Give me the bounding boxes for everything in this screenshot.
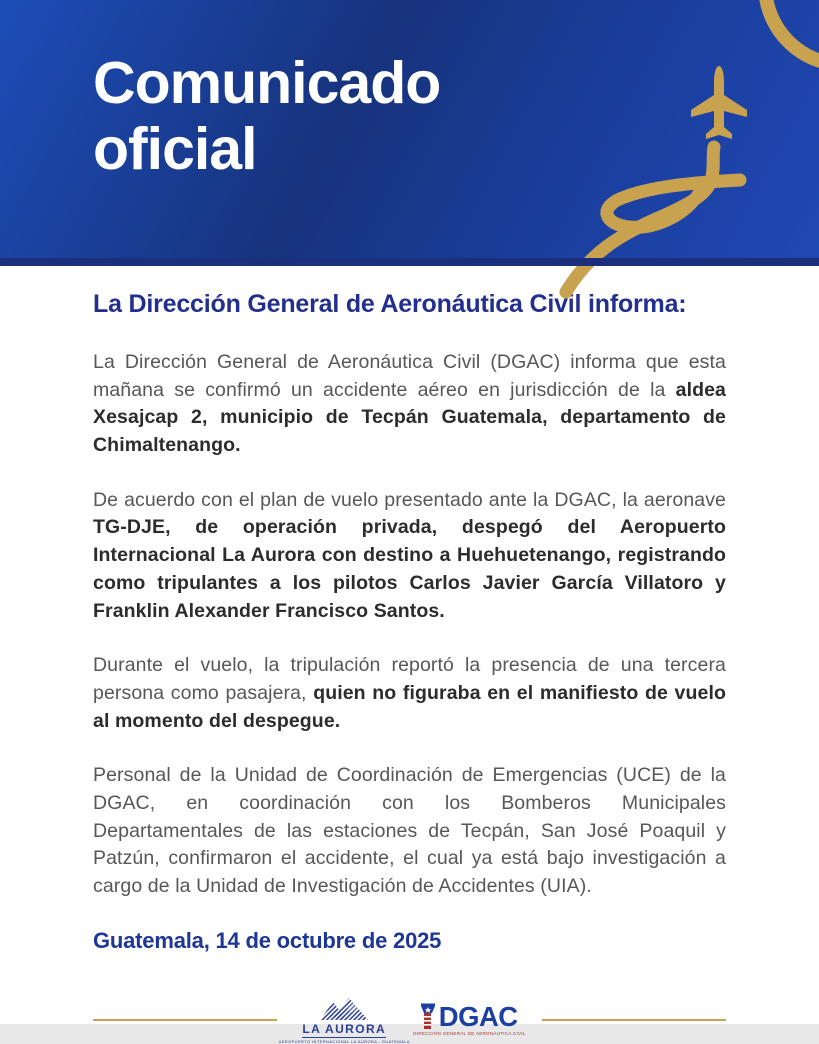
body-content (0, 290, 819, 954)
loop-path (607, 180, 740, 227)
dgac-wordmark: DGAC (439, 1001, 518, 1033)
control-tower-icon (420, 1003, 436, 1029)
dgac-logo (413, 1003, 526, 1036)
la-aurora-logo (278, 996, 410, 1044)
flight-tail-path (566, 147, 714, 292)
date-line: Guatemala, 14 de octubre de 2025 (93, 927, 442, 953)
body-paragraphs (93, 349, 726, 901)
la-aurora-wordmark: LA AURORA (302, 1021, 387, 1036)
title-line-1: Comunicado (93, 50, 441, 116)
ring-decoration (765, 0, 819, 65)
header-bottom-band (0, 258, 819, 266)
paragraph: La Dirección General de Aeronáutica Civil (DGAC) informa que esta mañana se confirmó un accidente aéreo en jurisdicción de la aldea Xesajcap 2, municipio de Tecpán Guatemala, departamento de Chimaltenango. (93, 351, 726, 457)
dgac-tagline: DIRECCIÓN GENERAL DE AERONÁUTICA CIVIL (413, 1030, 526, 1036)
page-title (93, 50, 440, 182)
header-banner (0, 0, 819, 266)
footer-rule-left (93, 1019, 277, 1021)
paragraph: Durante el vuelo, la tripulación reportó la presencia de una tercera persona como pasajera, quien no figuraba en el manifiesto de vuelo al momento del despegue. (93, 654, 726, 732)
section-heading: La Dirección General de Aeronáutica Civil informa: (93, 290, 687, 318)
airplane-icon (691, 66, 747, 139)
mountains-icon (318, 996, 370, 1022)
paragraph: De acuerdo con el plan de vuelo presentado ante la DGAC, la aeronave TG-DJE, de operación privada, despegó del Aeropuerto Internacional La Aurora con destino a Huehuetenango, registrando como tripulantes a los pilotos Carlos Javier García Villatoro y Franklin Alexander Francisco Santos. (93, 488, 726, 622)
la-aurora-tagline: AEROPUERTO INTERNACIONAL LA AURORA - GUATEMALA (278, 1038, 410, 1044)
footer-rule-right (542, 1019, 726, 1021)
footer (0, 996, 819, 1044)
title-line-2: oficial (93, 116, 257, 183)
paragraph: Personal de la Unidad de Coordinación de Emergencias (UCE) de la DGAC, en coordinación con los Bomberos Municipales Departamentales de las estaciones de Tecpán, San José Poaquil y Patzún, confirmaron el accidente, el cual ya está bajo investigación a cargo de la Unidad de Investigación de Accidentes (UIA). (93, 764, 726, 897)
